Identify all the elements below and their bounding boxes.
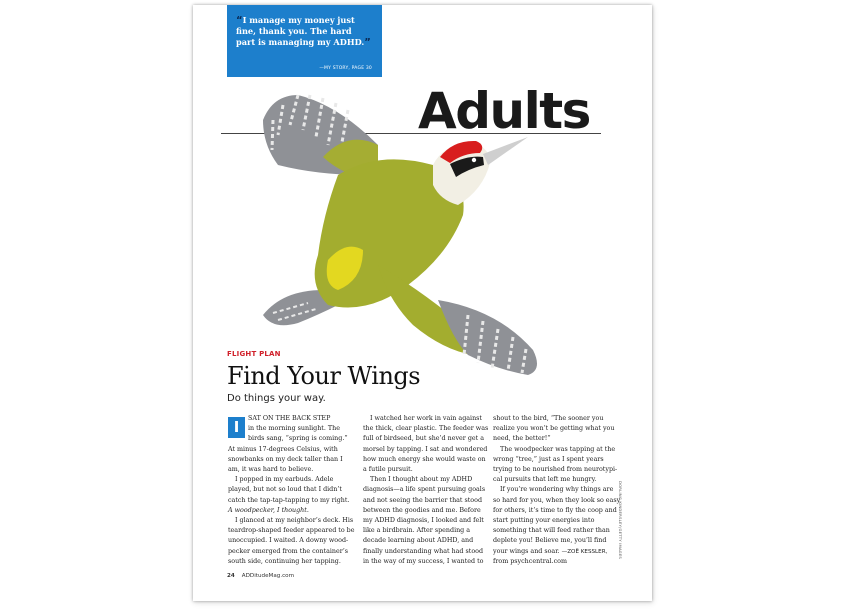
- drop-cap: I: [228, 417, 245, 438]
- paragraph-line: If you’re wondering why things are: [500, 486, 614, 494]
- page-footer: [227, 573, 294, 579]
- byline-source: from psychcentral.com: [493, 557, 567, 565]
- paragraph-line: The woodpecker was tapping at the: [500, 445, 616, 453]
- paragraph-line: teardrop-shaped feeder appeared to be: [228, 527, 355, 535]
- close-quote-icon: ”: [364, 37, 371, 48]
- paragraph-line: birds sang, “spring is coming.”: [248, 435, 348, 443]
- pull-quote-text: I manage my money just fine, thank you. The hard part is managing my ADHD.: [236, 15, 365, 47]
- paragraph-line: a futile pursuit.: [363, 466, 413, 474]
- page-number: 24: [227, 573, 235, 579]
- lower-wing-icon: [378, 265, 537, 375]
- paragraph-line-text: your wings and soar.: [493, 547, 560, 555]
- paragraph-line: I glanced at my neighbor’s deck. His: [235, 517, 354, 525]
- article-headline: Find Your Wings: [227, 362, 421, 390]
- paragraph-line: between the goodies and me. Before: [363, 506, 481, 514]
- paragraph-line: shout to the bird, “The sooner you: [493, 415, 604, 422]
- paragraph-line: finally understanding what had stood: [363, 547, 484, 555]
- paragraph-line: I popped in my earbuds. Adele: [235, 476, 334, 484]
- paragraph-line: like a birdbrain. After spending a: [363, 527, 471, 535]
- text-column-2: [363, 414, 489, 567]
- paragraph-line: wrong “tree,” just as I spent years: [493, 455, 604, 463]
- paragraph-line: my ADHD diagnosis, I looked and felt: [363, 517, 484, 525]
- paragraph-line: Then I thought about my ADHD: [370, 476, 473, 484]
- paragraph-line: morsel by tapping. I sat and wondered: [363, 445, 488, 453]
- paragraph-line: pecker emerged from the container’s: [228, 547, 349, 555]
- paragraph-line: diagnosis—a life spent pursuing goals: [363, 486, 486, 494]
- open-quote-icon: “: [236, 15, 243, 26]
- footer-site: ADDitudeMag.com: [241, 573, 295, 579]
- paragraph-line: need, the better!”: [493, 435, 551, 443]
- paragraph-line: full of birdseed, but she’d never get a: [363, 435, 485, 443]
- paragraph-line: am, it was hard to believe.: [228, 466, 314, 474]
- paragraph-line: start putting your energies into: [493, 517, 595, 525]
- paragraph-line: played, but not so loud that I didn’t: [228, 486, 342, 494]
- magazine-page: [193, 5, 652, 601]
- paragraph-line: in the way of my success, I wanted to: [363, 557, 484, 565]
- paragraph-line: deplete you! Believe me, you’ll find: [493, 537, 607, 545]
- paragraph-line: At minus 17-degrees Celsius, with: [228, 445, 338, 453]
- paragraph-line: trying to be nourished from neurotypi-: [493, 466, 618, 474]
- section-title: Adults: [418, 82, 590, 140]
- paragraph-line: A woodpecker, I thought.: [228, 506, 309, 514]
- paragraph-line: unoccupied. I waited. A downy wood-: [228, 537, 349, 545]
- paragraph-line: for others, it’s time to fly the coop and: [493, 506, 617, 514]
- paragraph-line: how much energy she would waste on: [363, 455, 486, 463]
- byline-name: —ZOË KESSLER,: [561, 548, 608, 555]
- paragraph-line: SAT ON THE BACK STEP: [248, 415, 331, 422]
- paragraph-line: south side, continuing her tapping.: [228, 557, 341, 565]
- paragraph-line: cal pursuits that left me hungry.: [493, 476, 597, 484]
- pull-quote-source: —MY STORY, PAGE 30: [319, 66, 372, 71]
- paragraph-line: the thick, clear plastic. The feeder was: [363, 425, 489, 433]
- article-dek: Do things your way.: [227, 393, 326, 404]
- bird-head-icon: [433, 137, 528, 205]
- photo-credit: DORLING KINDERSLEY/GETTY IMAGES: [618, 481, 623, 560]
- paragraph-line: catch the tap-tap-tapping to my right.: [228, 496, 350, 504]
- article-kicker: FLIGHT PLAN: [227, 350, 281, 358]
- paragraph-line: realize you won’t be getting what you: [493, 425, 615, 433]
- paragraph-line: something that will feed rather than: [493, 527, 610, 535]
- paragraph-line: and not seeing the barrier that stood: [363, 496, 483, 504]
- paragraph-line: in the morning sunlight. The: [248, 425, 340, 433]
- paragraph-line: I watched her work in vain against: [370, 415, 482, 422]
- paragraph-line: decade learning about ADHD, and: [363, 537, 474, 545]
- paragraph-line: so hard for you, when they look so easy: [493, 496, 621, 504]
- paragraph-line: snowbanks on my deck taller than I: [228, 455, 343, 463]
- text-column-1: [228, 414, 355, 567]
- pull-quote: [236, 15, 373, 48]
- paragraph-line: [493, 547, 616, 557]
